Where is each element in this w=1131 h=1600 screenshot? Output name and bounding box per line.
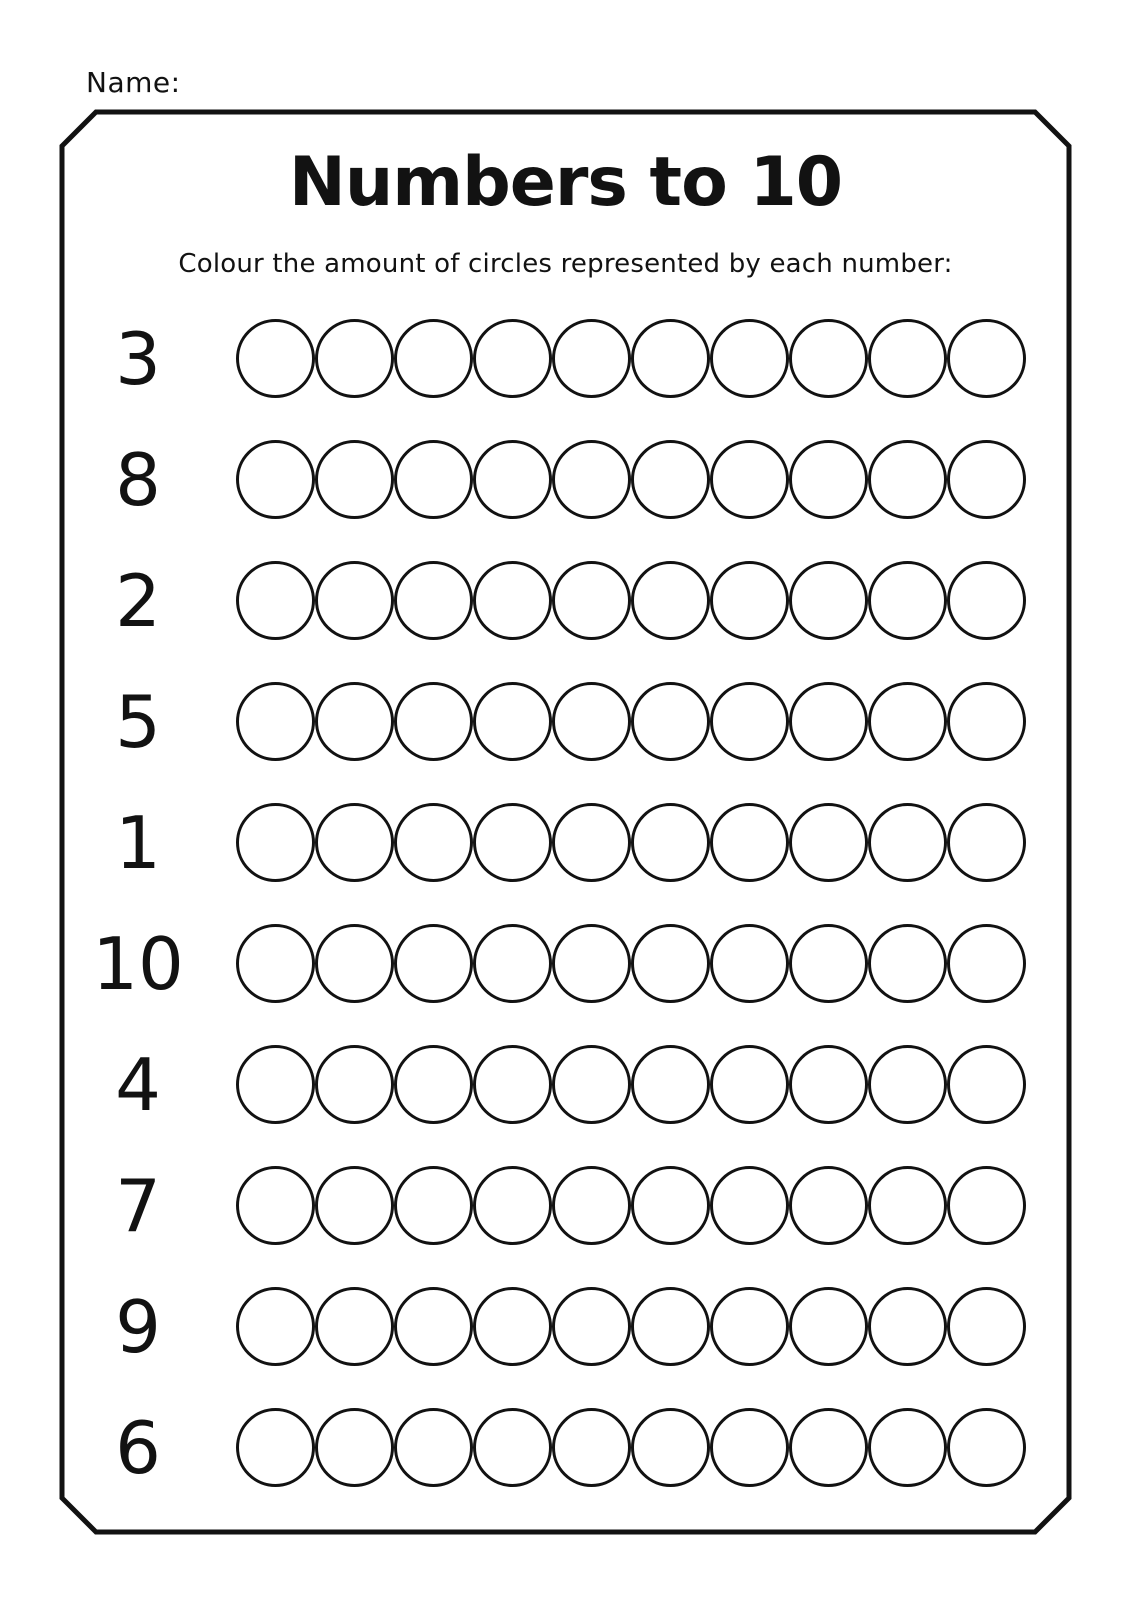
circle[interactable]: [473, 682, 552, 761]
circle[interactable]: [552, 561, 631, 640]
circle[interactable]: [710, 319, 789, 398]
circle[interactable]: [552, 440, 631, 519]
circle[interactable]: [789, 803, 868, 882]
circle[interactable]: [394, 803, 473, 882]
circle[interactable]: [710, 682, 789, 761]
circle[interactable]: [236, 440, 315, 519]
circle[interactable]: [552, 1287, 631, 1366]
row-circles: [236, 1045, 1026, 1124]
circle[interactable]: [236, 319, 315, 398]
number-row: [62, 661, 1069, 782]
page-title: Numbers to 10: [288, 143, 843, 222]
circle[interactable]: [315, 924, 394, 1003]
circle[interactable]: [473, 924, 552, 1003]
row-circles: [236, 319, 1026, 398]
row-number-label: 6: [115, 1405, 161, 1490]
row-circles: [236, 1166, 1026, 1245]
circle[interactable]: [631, 1166, 710, 1245]
circle[interactable]: [947, 561, 1026, 640]
circle[interactable]: [631, 1045, 710, 1124]
circle[interactable]: [631, 1287, 710, 1366]
number-row: [62, 419, 1069, 540]
circle[interactable]: [552, 803, 631, 882]
circle[interactable]: [236, 561, 315, 640]
number-row: [62, 540, 1069, 661]
circle[interactable]: [552, 1166, 631, 1245]
circle[interactable]: [315, 440, 394, 519]
circle[interactable]: [236, 803, 315, 882]
circle[interactable]: [868, 319, 947, 398]
row-number-label: 9: [115, 1284, 161, 1369]
circle[interactable]: [947, 1287, 1026, 1366]
circle[interactable]: [710, 924, 789, 1003]
circle[interactable]: [789, 440, 868, 519]
circle[interactable]: [394, 1408, 473, 1487]
row-number-label: 10: [92, 921, 184, 1006]
circle[interactable]: [947, 682, 1026, 761]
row-circles: [236, 1287, 1026, 1366]
circle[interactable]: [868, 561, 947, 640]
circle[interactable]: [394, 561, 473, 640]
circle[interactable]: [236, 1408, 315, 1487]
row-number-label: 1: [115, 800, 161, 885]
circle[interactable]: [315, 1408, 394, 1487]
circle[interactable]: [947, 440, 1026, 519]
row-circles: [236, 924, 1026, 1003]
circle[interactable]: [789, 1408, 868, 1487]
row-circles: [236, 1408, 1026, 1487]
circle[interactable]: [315, 1045, 394, 1124]
circle[interactable]: [947, 1045, 1026, 1124]
row-number-label: 7: [115, 1163, 161, 1248]
circle[interactable]: [236, 1166, 315, 1245]
circle[interactable]: [710, 803, 789, 882]
circle[interactable]: [868, 1408, 947, 1487]
circle[interactable]: [315, 682, 394, 761]
circle[interactable]: [710, 561, 789, 640]
rows-container: [62, 298, 1069, 1508]
circle[interactable]: [868, 440, 947, 519]
circle[interactable]: [473, 561, 552, 640]
row-number-label: 4: [115, 1042, 161, 1127]
row-circles: [236, 440, 1026, 519]
circle[interactable]: [552, 1408, 631, 1487]
number-row: [62, 1266, 1069, 1387]
name-label: Name:: [86, 66, 181, 99]
circle[interactable]: [631, 682, 710, 761]
circle[interactable]: [473, 440, 552, 519]
circle[interactable]: [394, 440, 473, 519]
row-circles: [236, 561, 1026, 640]
circle[interactable]: [710, 440, 789, 519]
circle[interactable]: [394, 682, 473, 761]
circle[interactable]: [710, 1287, 789, 1366]
circle[interactable]: [394, 1287, 473, 1366]
circle[interactable]: [552, 1045, 631, 1124]
circle[interactable]: [236, 924, 315, 1003]
number-row: [62, 782, 1069, 903]
circle[interactable]: [631, 561, 710, 640]
circle[interactable]: [947, 1166, 1026, 1245]
circle[interactable]: [315, 1166, 394, 1245]
circle[interactable]: [710, 1045, 789, 1124]
instructions-text: Colour the amount of circles represented by each number:: [178, 249, 953, 279]
row-number-label: 3: [115, 316, 161, 401]
circle[interactable]: [394, 319, 473, 398]
circle[interactable]: [789, 924, 868, 1003]
number-row: [62, 298, 1069, 419]
number-row: [62, 903, 1069, 1024]
circle[interactable]: [868, 1166, 947, 1245]
circle[interactable]: [710, 1166, 789, 1245]
circle[interactable]: [473, 1166, 552, 1245]
circle[interactable]: [947, 319, 1026, 398]
circle[interactable]: [868, 1045, 947, 1124]
circle[interactable]: [789, 319, 868, 398]
circle[interactable]: [947, 1408, 1026, 1487]
circle[interactable]: [394, 924, 473, 1003]
circle[interactable]: [710, 1408, 789, 1487]
circle[interactable]: [868, 682, 947, 761]
circle[interactable]: [631, 440, 710, 519]
row-number-label: 5: [115, 679, 161, 764]
circle[interactable]: [789, 1166, 868, 1245]
row-circles: [236, 682, 1026, 761]
circle[interactable]: [315, 561, 394, 640]
circle[interactable]: [947, 924, 1026, 1003]
circle[interactable]: [789, 561, 868, 640]
circle[interactable]: [473, 803, 552, 882]
circle[interactable]: [473, 1045, 552, 1124]
circle[interactable]: [473, 319, 552, 398]
circle[interactable]: [236, 682, 315, 761]
circle[interactable]: [789, 682, 868, 761]
circle[interactable]: [236, 1045, 315, 1124]
circle[interactable]: [552, 319, 631, 398]
circle[interactable]: [631, 924, 710, 1003]
circle[interactable]: [394, 1166, 473, 1245]
circle[interactable]: [631, 319, 710, 398]
circle[interactable]: [473, 1408, 552, 1487]
circle[interactable]: [789, 1045, 868, 1124]
circle[interactable]: [868, 1287, 947, 1366]
circle[interactable]: [868, 924, 947, 1003]
circle[interactable]: [947, 803, 1026, 882]
circle[interactable]: [394, 1045, 473, 1124]
circle[interactable]: [315, 1287, 394, 1366]
row-circles: [236, 803, 1026, 882]
number-row: [62, 1145, 1069, 1266]
number-row: [62, 1387, 1069, 1508]
circle[interactable]: [631, 803, 710, 882]
circle[interactable]: [315, 319, 394, 398]
circle[interactable]: [473, 1287, 552, 1366]
circle[interactable]: [868, 803, 947, 882]
circle[interactable]: [236, 1287, 315, 1366]
circle[interactable]: [789, 1287, 868, 1366]
circle[interactable]: [315, 803, 394, 882]
circle[interactable]: [552, 682, 631, 761]
number-row: [62, 1024, 1069, 1145]
circle[interactable]: [552, 924, 631, 1003]
row-number-label: 2: [115, 558, 161, 643]
circle[interactable]: [631, 1408, 710, 1487]
row-number-label: 8: [115, 437, 161, 522]
